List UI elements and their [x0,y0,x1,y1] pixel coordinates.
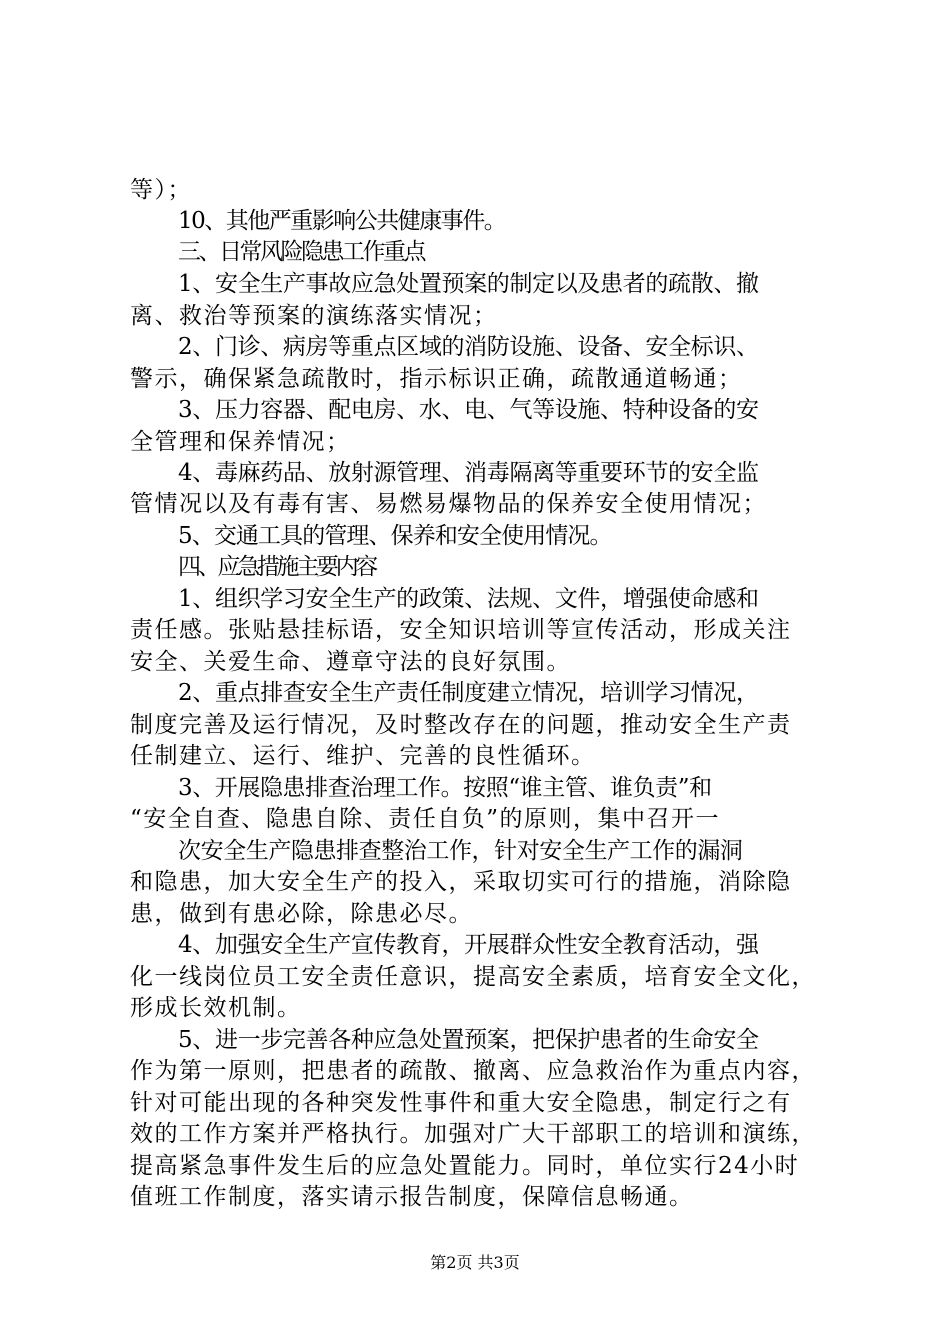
text-line: 3、开展隐患排查治理工作。按照“谁主管、谁负责”和 [178,775,712,801]
text-line: 安全、关爱生命、遵章守法的良好氛围。 [130,649,571,675]
text-line: 3、压力容器、配电房、水、电、气等设施、特种设备的安 [178,397,759,423]
text-line: 警示，确保紧急疏散时，指示标识正确，疏散通道畅通； [130,366,743,392]
text-line: 效的工作方案并严格执行。加强对广大干部职工的培训和演练， [130,1121,816,1147]
text-line: 5、进一步完善各种应急处置预案，把保护患者的生命安全 [178,1027,759,1053]
text-line: 形成长效机制。 [130,995,302,1021]
text-line: 制度完善及运行情况，及时整改存在的问题，推动安全生产责 [130,712,792,738]
text-line: 患，做到有患必除，除患必尽。 [130,901,473,927]
text-line: 和隐患，加大安全生产的投入，采取切实可行的措施，消除隐 [130,869,792,895]
text-line: 4、加强安全生产宣传教育，开展群众性安全教育活动，强 [178,932,759,958]
text-line: 化一线岗位员工安全责任意识，提高安全素质，培育安全文化， [130,964,816,990]
section-heading: 四、应急措施主要内容 [178,554,376,580]
text-line: 任制建立、运行、维护、完善的良性循环。 [130,743,596,769]
text-line: 1、安全生产事故应急处置预案的制定以及患者的疏散、撤 [178,271,759,297]
text-line: 值班工作制度，落实请示报告制度，保障信息畅通。 [130,1184,694,1210]
text-line: 4、毒麻药品、放射源管理、消毒隔离等重要环节的安全监 [178,460,759,486]
text-line: 针对可能出现的各种突发性事件和重大安全隐患，制定行之有 [130,1090,792,1116]
text-line: 责任感。张贴悬挂标语，安全知识培训等宣传活动，形成关注 [130,617,792,643]
text-line: 2、重点排查安全生产责任制度建立情况，培训学习情况， [178,680,759,706]
text-line: “安全自查、隐患自除、责任自负”的原则，集中召开一 [130,806,721,832]
text-line: 离、救治等预案的演练落实情况； [130,303,498,329]
text-line: 1、组织学习安全生产的政策、法规、文件，增强使命感和 [178,586,759,612]
text-line: 作为第一原则，把患者的疏散、撤离、应急救治作为重点内容， [130,1058,816,1084]
page-footer: 第2页 共3页 [430,1253,520,1272]
text-line: 管情况以及有毒有害、易燃易爆物品的保养安全使用情况； [130,491,767,517]
text-line: 等）； [130,177,192,203]
text-line: 次安全生产隐患排查整治工作，针对安全生产工作的漏洞 [178,838,743,864]
text-line: 全管理和保养情况； [130,429,351,455]
text-line: 10、其他严重影响公共健康事件。 [178,208,506,234]
section-heading: 三、日常风险隐患工作重点 [178,239,424,265]
text-line: 5、交通工具的管理、保养和安全使用情况。 [178,523,612,549]
text-line: 2、门诊、病房等重点区域的消防设施、设备、安全标识、 [178,334,759,360]
text-line: 提高紧急事件发生后的应急处置能力。同时，单位实行24小时 [130,1153,800,1179]
